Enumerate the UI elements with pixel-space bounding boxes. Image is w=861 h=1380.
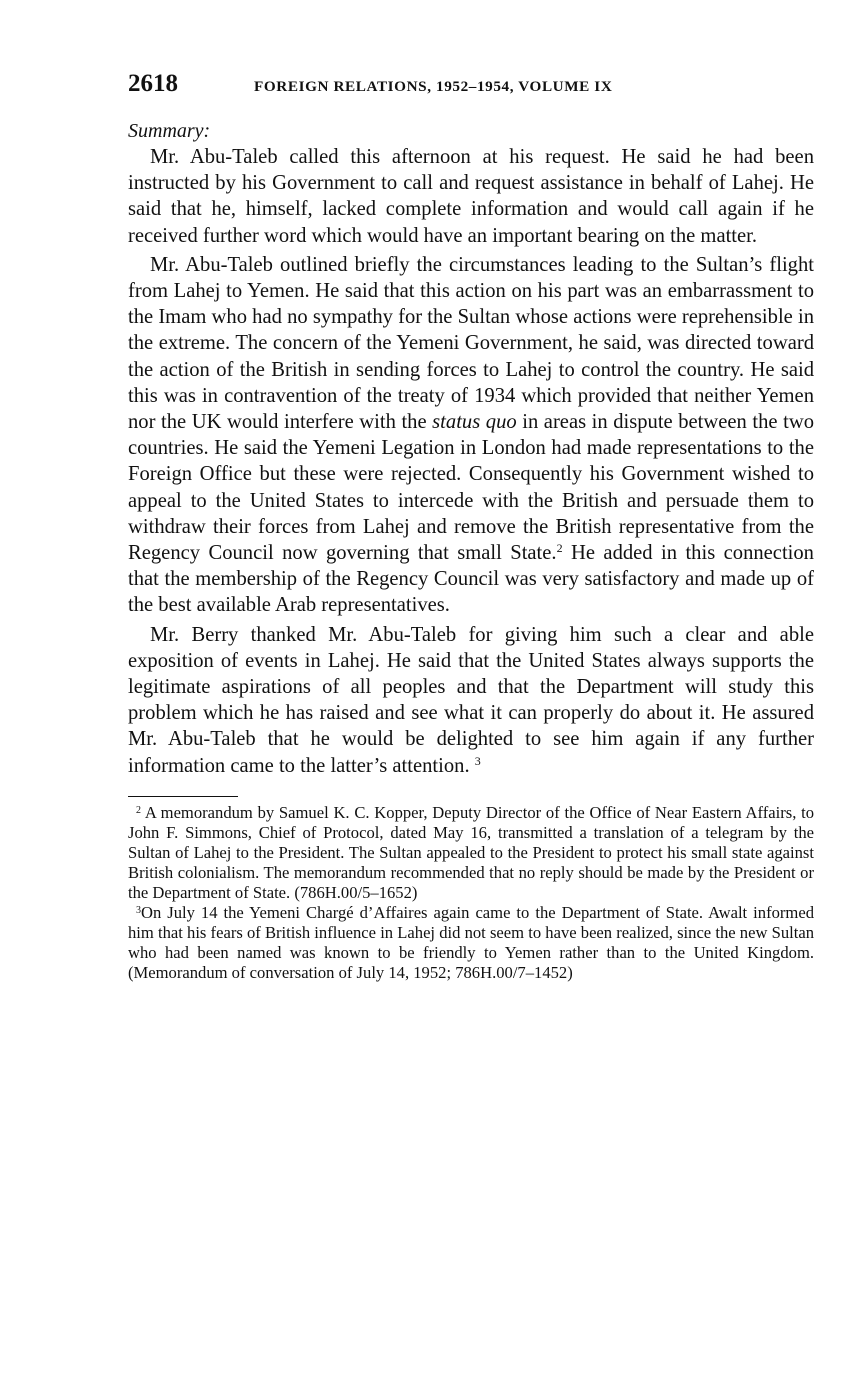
summary-heading: Summary: [128, 120, 211, 142]
document-page [128, 70, 814, 983]
footnote-divider [128, 796, 238, 797]
paragraph-1: Mr. Abu-Taleb called this afternoon at his request. He said he had been instructed by his Government to call and request assistance in behalf of Lahej. He said that he, himself, lacked complete information and would call again if he received further word which would have an important bearing on the matter. [128, 146, 814, 247]
footnote-3 [128, 903, 814, 983]
status-quo-italic: status quo [432, 411, 517, 434]
page-number: 2618 [128, 70, 178, 97]
body-text [128, 144, 814, 779]
paragraph-2-part-3: He added in this connection that the membership of the Regency Council was very satisfactory and made up of the best available Arab representatives. [128, 542, 814, 617]
footnotes [128, 803, 814, 983]
footnote-3-text: On July 14 the Yemeni Chargé d’Affaires again came to the Department of State. Awalt informed him that his fears of British influence in Lahej did not seem to have been realized, since the new Sultan who had been named was known to be friendly to Yemen rather than to the United Kingdom. (Memorandum of conversation of July 14, 1952; 786H.00/7–1452) [128, 902, 814, 982]
running-header [128, 70, 814, 104]
footnote-ref-2[interactable]: 2 [556, 541, 563, 556]
footnote-3-number: 3 [136, 904, 141, 916]
footnote-ref-3[interactable]: 3 [474, 753, 481, 768]
footnote-2-text: A memorandum by Samuel K. C. Kopper, Deputy Director of the Office of Near Eastern Affairs, to John F. Simmons, Chief of Protocol, dated May 16, transmitted a translation of a telegram by the Sultan of Lahej to the President. The Sultan appealed to the President to protect his small state against British colonialism. The memorandum recommended that no reply should be made by the President or the Department of State. (786H.00/5–1652) [128, 802, 815, 902]
footnote-2-number: 2 [136, 804, 141, 816]
paragraph-2-part-1: Mr. Abu-Taleb outlined briefly the circumstances leading to the Sultan’s flight from Lahej to Yemen. He said that this action on his part was an embarrassment to the Imam who had no sympathy for the Sultan whose actions were reprehensible in the extreme. The concern of the Yemeni Government, he said, was directed toward the action of the British in sending forces to Lahej to control the country. He said this was in contravention of the treaty of 1934 which provided that neither Yemen nor the UK would interfere with the [128, 253, 814, 434]
volume-title: FOREIGN RELATIONS, 1952–1954, VOLUME IX [254, 78, 613, 95]
footnote-2 [128, 803, 814, 903]
paragraph-3-text: Mr. Berry thanked Mr. Abu-Taleb for giving him such a clear and able exposition of events in Lahej. He said that the United States always supports the legitimate aspirations of all peoples and that the Department will study this problem which he has raised and see what it can properly do about it. He assured Mr. Abu-Taleb that he would be delighted to see him again if any further information came to the latter’s attention. [128, 623, 814, 777]
paragraph-2-part-2: in areas in dispute between the two countries. He said the Yemeni Legation in London had made representations to the Foreign Office but these were rejected. Consequently his Government wished to appeal to the United States to intercede with the British and persuade them to withdraw their forces from Lahej and remove the British representative from the Regency Council now governing that small State. [128, 411, 814, 565]
paragraph-2 [128, 252, 814, 619]
paragraph-3 [128, 622, 814, 779]
